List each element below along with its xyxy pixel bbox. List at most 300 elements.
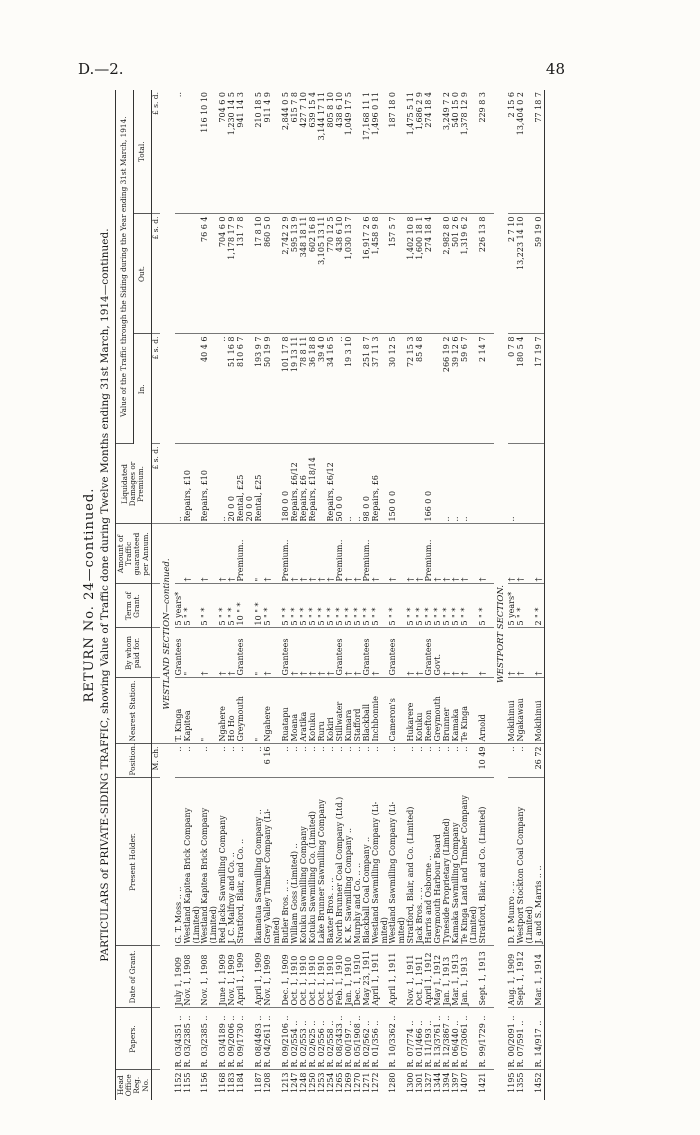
cell-papers: R. 01/466 .. (416, 1008, 425, 1070)
cell-in: .. (336, 334, 345, 444)
cell-date: Oct. 1, 1910 (309, 946, 318, 1008)
cell-paid: Grantees (336, 628, 345, 678)
cell-holder: Westland Sawmilling Company (Li- (389, 778, 398, 946)
cell-damages: .. (508, 444, 517, 524)
cell-amount: † (372, 524, 381, 584)
unit-total: £ s. d. (151, 90, 160, 214)
cell-position: .. (363, 744, 372, 778)
cell-holder: Harris and Osborne .. (425, 778, 434, 946)
rotated-page-content (82, 90, 642, 1100)
cell-total: 187 18 0 (389, 90, 398, 214)
cell-damages: 20 0 0 (246, 444, 255, 524)
cell-papers: R. 07/3061 .. (461, 1008, 470, 1070)
cell-station: Ruatapu (282, 678, 291, 744)
cell-papers: R. 11/193 .. (425, 1008, 434, 1070)
cell-papers: R. 04/2611 .. (264, 1008, 273, 1070)
cell-total: 2 15 6 (508, 90, 517, 214)
cell-term: 5 " * (425, 584, 434, 628)
cell-total: 704 6 0 (219, 90, 228, 214)
cell-station: Ngakawau (517, 678, 526, 744)
cell-position: .. (372, 744, 381, 778)
cell-station: Ruru (318, 678, 327, 744)
cell-papers: R. 05/1908 .. (354, 1008, 363, 1070)
cell-amount: † (354, 524, 363, 584)
cell-in: 180 5 4 (517, 334, 526, 444)
cell-total: 1,230 14 5 (228, 90, 237, 214)
cell-paid: † (201, 628, 210, 678)
cell-damages (398, 444, 407, 524)
cell-holder: Lake Brunner Sawmilling Company (318, 778, 327, 946)
cell-position: .. (407, 744, 416, 778)
cell-station: " (255, 678, 264, 744)
return-title: RETURN No. 24—continued. (82, 487, 97, 703)
cell-station: Arnold (479, 678, 488, 744)
cell-station: Kumara (345, 678, 354, 744)
cell-out: 17 8 10 (255, 214, 264, 334)
cell-damages (434, 444, 443, 524)
cell-holder: Baxter Bros. .. .. (327, 778, 336, 946)
cell-term: 5 " * (201, 584, 210, 628)
cell-position: .. (345, 744, 354, 778)
cell-out: 274 18 4 (425, 214, 434, 334)
cell-amount: † (264, 524, 273, 584)
cell-amount (210, 524, 219, 584)
cell-paid: † (372, 628, 381, 678)
cell-amount: † (479, 524, 488, 584)
cell-term: 10 " * (237, 584, 246, 628)
header-station: Nearest Station. (116, 678, 152, 744)
cell-holder: Westland Kapitea Brick Company (201, 778, 210, 946)
cell-papers: R. 02/558 .. (327, 1008, 336, 1070)
section-heading-row (160, 90, 175, 1100)
cell-damages: Repairs, £6 (372, 444, 381, 524)
cell-station: Blackball (363, 678, 372, 744)
header-date: Date of Grant. (116, 946, 152, 1008)
cell-paid: † (291, 628, 300, 678)
cell-damages (470, 444, 479, 524)
cell-holder: Stratford, Blair, and Co. (Limited) (407, 778, 416, 946)
cell-position: .. (318, 744, 327, 778)
cell-date: Oct. 1, 1910 (318, 946, 327, 1008)
cell-regno: 1184 (236, 1072, 246, 1093)
cell-damages: 166 0 0 (425, 444, 434, 524)
cell-damages: .. (452, 444, 461, 524)
cell-position: 6 16 (264, 744, 273, 778)
cell-paid (398, 628, 407, 678)
cell-holder: Kotuku Sawmilling Co. (Limited) (309, 778, 318, 946)
cell-station: " (201, 678, 210, 744)
cell-position: 10 49 (479, 744, 488, 778)
cell-date: Nov. 1, 1909 (228, 946, 237, 1008)
cell-total: 1,049 17 5 (345, 90, 354, 214)
cell-regno: 1269 (343, 1072, 353, 1093)
cell-out: 860 5 0 (264, 214, 273, 334)
cell-out: 2,742 2 9 (282, 214, 291, 334)
cell-position: .. (300, 744, 309, 778)
cell-total: 17,168 11 1 (363, 90, 372, 214)
cell-papers: R. 03/2385 .. (201, 1008, 210, 1070)
cell-term: 5 " * (228, 584, 237, 628)
cell-date: Oct. 1, 1910 (327, 946, 336, 1008)
cell-damages: Rental, £25 (237, 444, 246, 524)
cell-total: 427 7 10 (300, 90, 309, 214)
cell-total: 2,844 0 5 (282, 90, 291, 214)
cell-date: April 1, 1911 (389, 946, 398, 1008)
cell-paid: † (407, 628, 416, 678)
cell-out: 602 16 8 (309, 214, 318, 334)
cell-position: .. (237, 744, 246, 778)
cell-date: Nov. 1, 1908 (201, 946, 210, 1008)
cell-holder: mited) (381, 778, 390, 946)
cell-in: 19 13 11 (291, 334, 300, 444)
section-title: WESTPORT SECTION. (494, 524, 509, 744)
cell-term: 5 " * (389, 584, 398, 628)
cell-holder: Greymouth Harbour Board (434, 778, 443, 946)
cell-station: Mokihinui (508, 678, 517, 744)
cell-holder: Stratford, Blair, and Co. .. (237, 778, 246, 946)
cell-in: 810 6 7 (237, 334, 246, 444)
cell-papers: R. 06/440 .. (452, 1008, 461, 1070)
cell-amount (398, 524, 407, 584)
cell-amount: † (300, 524, 309, 584)
cell-paid: Grantees (237, 628, 246, 678)
cell-regno: 1265 (334, 1072, 344, 1093)
cell-total: 210 18 5 (255, 90, 264, 214)
cell-out: 16,917 2 6 (363, 214, 372, 334)
cell-position: .. (461, 744, 470, 778)
header-in: In. (133, 334, 151, 444)
cell-position: .. (389, 744, 398, 778)
cell-in (210, 334, 219, 444)
cell-position: .. (309, 744, 318, 778)
cell-amount: Premium.. (425, 524, 434, 584)
cell-papers: R. 07/591 .. (517, 1008, 526, 1070)
section-title: WESTLAND SECTION—continued. (160, 524, 175, 744)
cell-holder: Tyneside Proprietary (Limited) (443, 778, 452, 946)
cell-holder: Ikamatua Sawmilling Company .. (255, 778, 264, 946)
cell-out: 1,030 13 7 (345, 214, 354, 334)
header-total: Total. (133, 90, 151, 214)
cell-holder: (Limited) (470, 778, 479, 946)
cell-holder: D. P. Munro .. .. (508, 778, 517, 946)
cell-term: 5 " * (318, 584, 327, 628)
cell-out: 501 2 6 (452, 214, 461, 334)
cell-regno: 1183 (227, 1072, 237, 1093)
cell-regno: 1271 (361, 1072, 371, 1093)
cell-amount: † (345, 524, 354, 584)
cell-papers: R. 13/3761 .. (434, 1008, 443, 1070)
cell-regno: 1168 (218, 1072, 228, 1093)
cell-term: 5 " * (434, 584, 443, 628)
cell-date: Jan. 1, 1913 (443, 946, 452, 1008)
cell-paid: † (354, 628, 363, 678)
cell-amount (470, 524, 479, 584)
cell-out: 704 6 0 (219, 214, 228, 334)
cell-total: 229 8 3 (479, 90, 488, 214)
cell-out: 226 13 8 (479, 214, 488, 334)
cell-paid (246, 628, 255, 678)
cell-damages (210, 444, 219, 524)
cell-regno: 1344 (433, 1072, 443, 1093)
cell-in: 85 4 8 (416, 334, 425, 444)
cell-position: .. (184, 744, 193, 778)
unit-position: M. ch. (151, 744, 160, 778)
cell-position: .. (416, 744, 425, 778)
cell-position: .. (291, 744, 300, 778)
cell-term: 5 " * (336, 584, 345, 628)
cell-position: .. (282, 744, 291, 778)
cell-holder: mited) (398, 778, 407, 946)
cell-amount: † (309, 524, 318, 584)
cell-paid: † (443, 628, 452, 678)
cell-holder: Westland Sawmilling Company (Li- (372, 778, 381, 946)
cell-holder: (Limited) (210, 778, 219, 946)
cell-term: 5 " * (184, 584, 193, 628)
cell-damages: 50 0 0 (336, 444, 345, 524)
cell-damages: Repairs, £10 (201, 444, 210, 524)
cell-in: 59 6 7 (461, 334, 470, 444)
cell-regno: 1452 (535, 1070, 544, 1100)
header-amount: Amount of Traffic guaranteed per Annum. (116, 524, 152, 584)
cell-date: Jan. 1, 1913 (461, 946, 470, 1008)
cell-paid (210, 628, 219, 678)
cell-amount (246, 524, 255, 584)
cell-date: Dec. 1, 1910 (354, 946, 363, 1008)
cell-amount: Premium.. (282, 524, 291, 584)
header-term: Term of Grant. (116, 584, 152, 628)
cell-damages (526, 444, 535, 524)
cell-in: 30 12 5 (389, 334, 398, 444)
cell-station: Reefton (425, 678, 434, 744)
cell-term: 5 " * (363, 584, 372, 628)
cell-out: 59 19 0 (535, 214, 544, 334)
cell-paid: " (255, 628, 264, 678)
cell-holder: Grey Valley Timber Company (Li- (264, 778, 273, 946)
cell-paid: † (318, 628, 327, 678)
cell-total: 941 14 3 (237, 90, 246, 214)
cell-position: .. (508, 744, 517, 778)
table-row (345, 90, 354, 1100)
cell-holder: J. C. Malfroy and Co. .. (228, 778, 237, 946)
header-holder: Present Holder. (116, 778, 152, 946)
cell-station: Kotuku (416, 678, 425, 744)
cell-paid: Grantees (175, 628, 184, 678)
cell-position: .. (354, 744, 363, 778)
page-subtitle: PARTICULARS of PRIVATE-SIDING TRAFFIC, showing Value of Traffic done during Twelve Months ending 31st March, 1914—continued. (99, 228, 111, 962)
cell-paid: † (416, 628, 425, 678)
cell-regno: 1247 (289, 1072, 299, 1093)
cell-regno: 1301 (415, 1072, 425, 1093)
cell-in: 40 4 6 (201, 334, 210, 444)
cell-paid: † (228, 628, 237, 678)
cell-amount: † (517, 524, 526, 584)
cell-out: 2,982 8 0 (443, 214, 452, 334)
cell-amount: † (535, 524, 544, 584)
cell-regno: 1250 (307, 1072, 317, 1093)
cell-regno: 1213 (281, 1072, 291, 1093)
cell-date: Oct. 1, 1910 (291, 946, 300, 1008)
cell-in (175, 334, 184, 444)
table-row (389, 90, 398, 1100)
cell-papers: R. 01/356 .. (372, 1008, 381, 1070)
cell-amount: † (228, 524, 237, 584)
cell-regno: 1254 (325, 1072, 335, 1093)
header-out: Out. (133, 214, 151, 334)
cell-total: 1,475 5 11 (407, 90, 416, 214)
cell-total: 438 6 10 (336, 90, 345, 214)
cell-papers: R. 12/3867 .. (443, 1008, 452, 1070)
cell-out: 13,223 14 10 (517, 214, 526, 334)
section-heading-row (494, 90, 509, 1100)
cell-term: 5 " * (372, 584, 381, 628)
cell-station (246, 678, 255, 744)
siding-traffic-table (115, 90, 545, 1100)
cell-regno: 1327 (424, 1072, 434, 1093)
cell-term: 5 " * (479, 584, 488, 628)
table-body (151, 90, 545, 1100)
cell-term: 5 " * (461, 584, 470, 628)
cell-papers: R. 09/2006 .. (228, 1008, 237, 1070)
cell-papers: R. 03/4189 .. (219, 1008, 228, 1070)
cell-in: 78 8 11 (300, 334, 309, 444)
cell-in: 0 7 8 (508, 334, 517, 444)
cell-paid: † (219, 628, 228, 678)
cell-term: 5 " * (327, 584, 336, 628)
cell-position: 26 72 (535, 744, 544, 778)
cell-in: 266 19 2 (443, 334, 452, 444)
header-value-group: Value of the Traffic through the Siding during the Year ending 31st March, 1914. (116, 90, 134, 444)
cell-total: 1,686 2 9 (416, 90, 425, 214)
cell-regno: 1300 (406, 1072, 416, 1093)
cell-papers: R. 08/4493 .. (255, 1008, 264, 1070)
cell-total: 805 8 10 (327, 90, 336, 214)
cell-damages (535, 444, 544, 524)
cell-total: 1,496 0 11 (372, 90, 381, 214)
cell-damages: 150 0 0 (389, 444, 398, 524)
cell-paid: † (327, 628, 336, 678)
cell-term: 5 " * (345, 584, 354, 628)
cell-in: 34 16 5 (327, 334, 336, 444)
table-row (184, 90, 193, 1100)
cell-in: 251 8 7 (363, 334, 372, 444)
cell-station: Moana (291, 678, 300, 744)
cell-term: 5 " * (452, 584, 461, 628)
cell-station: Kamaka (452, 678, 461, 744)
cell-papers: R. 00/197 .. (345, 1008, 354, 1070)
cell-papers: R. 02/562 .. (363, 1008, 372, 1070)
cell-regno: 1397 (451, 1072, 461, 1093)
cell-holder: Kamaka Sawmilling Company (452, 778, 461, 946)
cell-paid: † (461, 628, 470, 678)
cell-date: May 23, 1911 (363, 946, 372, 1008)
units-row (151, 90, 160, 1100)
cell-position: .. (255, 744, 264, 778)
cell-position: .. (219, 744, 228, 778)
cell-term: 5 " * (291, 584, 300, 628)
cell-out: 1,402 10 8 (407, 214, 416, 334)
cell-amount: † (184, 524, 193, 584)
cell-papers: R. 00/2091 .. (508, 1008, 517, 1070)
cell-date: Nov. 1, 1908 (184, 946, 193, 1008)
header-paid: By whom paid for. (116, 628, 152, 678)
cell-date: Mar. 1, 1913 (452, 946, 461, 1008)
cell-date: Jan. 1, 1910 (345, 946, 354, 1008)
cell-paid: " (184, 628, 193, 678)
cell-in: 2 14 7 (479, 334, 488, 444)
cell-out: 76 6 4 (201, 214, 210, 334)
table-row (517, 90, 526, 1100)
cell-regno: 1407 (460, 1072, 470, 1093)
cell-amount: Premium.. (363, 524, 372, 584)
cell-damages: .. (219, 444, 228, 524)
cell-papers: R. 99/1729 .. (479, 1008, 488, 1070)
cell-holder: K. K. Sawmilling Company .. (345, 778, 354, 946)
cell-holder: Red Jacks Sawmilling Company (219, 778, 228, 946)
table-row (264, 90, 273, 1100)
cell-term: 2 " * (535, 584, 544, 628)
cell-regno: 1208 (263, 1072, 273, 1093)
cell-regno: 1272 (370, 1072, 380, 1093)
cell-out: 1,319 6 2 (461, 214, 470, 334)
cell-total: 13,404 0 2 (517, 90, 526, 214)
cell-damages: .. (175, 444, 184, 524)
cell-in: 17 19 7 (535, 334, 544, 444)
cell-damages (407, 444, 416, 524)
cell-term: 5 years* (175, 584, 184, 628)
cell-date: Oct. 1, 1910 (300, 946, 309, 1008)
cell-term: 5 " * (517, 584, 526, 628)
cell-amount (175, 524, 184, 584)
cell-damages (479, 444, 488, 524)
cell-station: Stillwater (336, 678, 345, 744)
cell-damages: 180 0 0 (282, 444, 291, 524)
cell-holder: Butler Bros. .. .. (282, 778, 291, 946)
cell-in: 72 15 3 (407, 334, 416, 444)
cell-station: Cameron's (389, 678, 398, 744)
cell-amount: Premium.. (336, 524, 345, 584)
table-row (535, 90, 544, 1100)
cell-amount: † (416, 524, 425, 584)
cell-date: Dec. 1, 1909 (282, 946, 291, 1008)
cell-date: July 1, 1909 (175, 946, 184, 1008)
cell-paid: † (452, 628, 461, 678)
table-row (175, 90, 184, 1100)
cell-total: 77 18 7 (535, 90, 544, 214)
cell-amount: † (443, 524, 452, 584)
cell-station: Ngahere (219, 678, 228, 744)
cell-paid: Govt. (434, 628, 443, 678)
cell-term: 5 " * (309, 584, 318, 628)
cell-damages: Rental, £25 (255, 444, 264, 524)
cell-date: April 1, 1912 (425, 946, 434, 1008)
cell-in: 50 19 9 (264, 334, 273, 444)
cell-out: 1,178 17 9 (228, 214, 237, 334)
cell-papers: R. 09/1730 .. (237, 1008, 246, 1070)
table-row (201, 90, 210, 1100)
header-damages: Liquidated Damages or Premium. (116, 444, 152, 524)
cell-station (193, 678, 202, 744)
cell-amount (193, 524, 202, 584)
cell-term: 5 " * (443, 584, 452, 628)
cell-regno: 1187 (254, 1072, 264, 1093)
cell-damages (264, 444, 273, 524)
cell-amount (381, 524, 390, 584)
cell-amount: † (407, 524, 416, 584)
table-row (237, 90, 246, 1100)
cell-paid (470, 628, 479, 678)
cell-out: 595 13 9 (291, 214, 300, 334)
cell-paid: † (309, 628, 318, 678)
